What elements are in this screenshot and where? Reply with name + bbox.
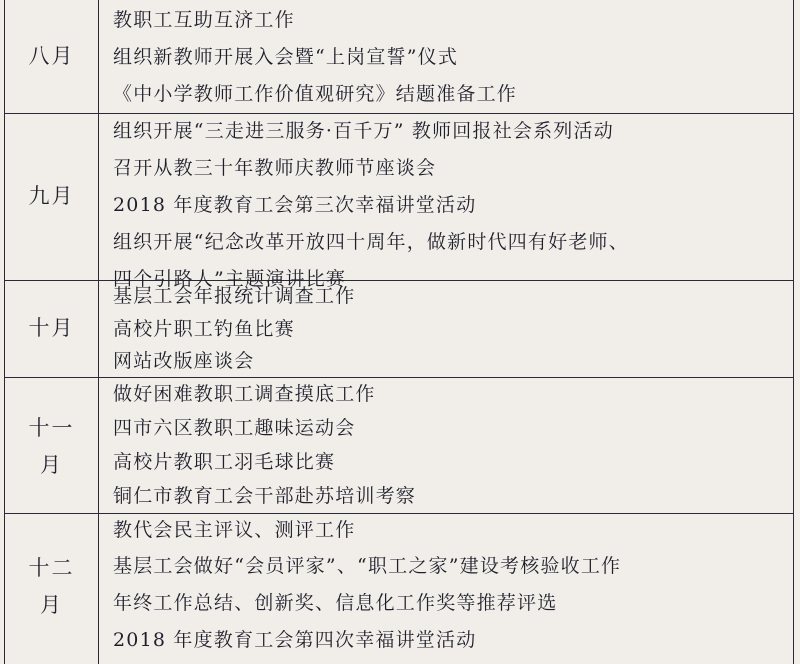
activity-item: 组织开展“三走进三服务·百千万” 教师回报社会系列活动	[113, 120, 614, 142]
activity-item: 教代会民主评议、测评工作	[113, 519, 356, 541]
table-row-december	[5, 513, 793, 664]
month-cell	[5, 178, 98, 215]
column-divider	[98, 513, 99, 664]
activity-list	[113, 2, 789, 113]
table-row-october	[5, 280, 793, 378]
month-cell	[5, 410, 98, 484]
activity-item: 做好困难教职工调查摸底工作	[113, 383, 376, 405]
activity-list	[113, 513, 789, 659]
activity-item: 铜仁市教育工会干部赴苏培训考察	[113, 485, 417, 507]
activity-item: 《中小学教师工作价值观研究》结题准备工作	[113, 83, 518, 105]
activity-item: 召开从教三十年教师庆教师节座谈会	[113, 157, 437, 179]
column-divider	[98, 113, 99, 280]
column-divider	[98, 377, 99, 513]
activity-item: 组织新教师开展入会暨“上岗宣誓”仪式	[113, 46, 459, 68]
activity-item: 组织开展“纪念改革开放四十周年，做新时代四有好老师、	[113, 231, 629, 253]
activity-list	[113, 113, 789, 298]
activity-list	[113, 280, 789, 377]
month-label-line1: 十一	[28, 416, 75, 440]
column-divider	[98, 0, 99, 113]
activity-item: 基层工会做好“会员评家”、“职工之家”建设考核验收工作	[113, 555, 622, 577]
month-label: 九月	[28, 184, 75, 208]
table-row-august	[5, 0, 793, 114]
activity-item: 网站改版座谈会	[113, 350, 255, 372]
month-label: 八月	[28, 44, 75, 68]
activity-item: 教职工互助互济工作	[113, 9, 295, 31]
month-label-line1: 十二	[28, 556, 75, 580]
activity-item: 基层工会年报统计调查工作	[113, 285, 356, 307]
activity-item: 2018 年度教育工会第三次幸福讲堂活动	[113, 194, 477, 216]
table-row-november	[5, 377, 793, 514]
activity-item: 年终工作总结、创新奖、信息化工作奖等推荐评选	[113, 592, 558, 614]
table-row-september	[5, 113, 793, 290]
month-label-line2: 月	[40, 593, 63, 617]
month-label-line2: 月	[40, 453, 63, 477]
month-cell	[5, 310, 98, 347]
activity-item: 高校片教职工羽毛球比赛	[113, 451, 336, 473]
month-cell	[5, 550, 98, 624]
activity-list	[113, 377, 789, 513]
month-cell	[5, 38, 98, 75]
month-label: 十月	[28, 316, 75, 340]
schedule-table	[4, 0, 794, 664]
activity-item: 四个引路人”主题演讲比赛	[113, 268, 347, 290]
activity-item: 2018 年度教育工会第四次幸福讲堂活动	[113, 629, 477, 651]
activity-item: 高校片职工钓鱼比赛	[113, 318, 295, 340]
column-divider	[98, 280, 99, 377]
activity-item: 四市六区教职工趣味运动会	[113, 417, 356, 439]
